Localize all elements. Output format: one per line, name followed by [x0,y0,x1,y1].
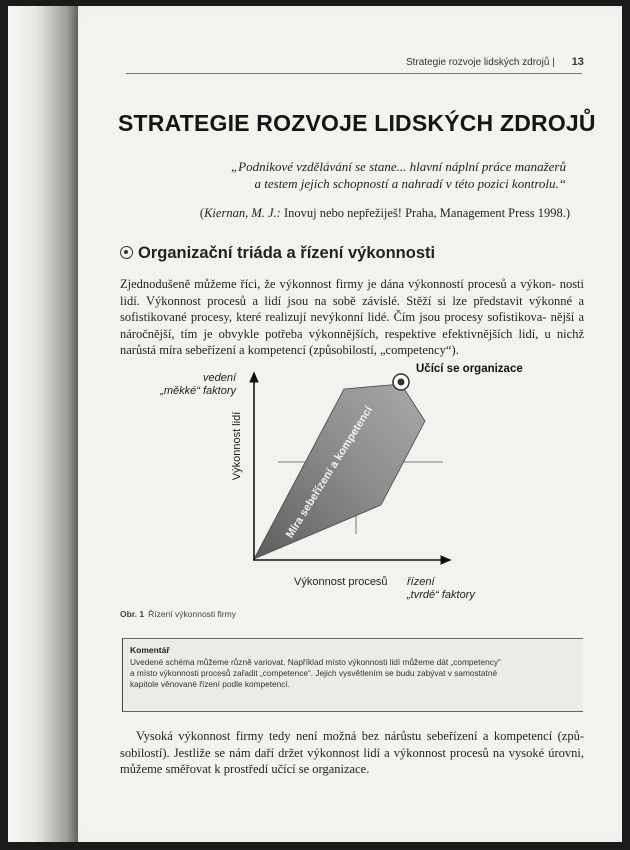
section-title-text: Organizační triáda a řízení výkonnosti [138,244,436,262]
performance-diagram [118,356,588,616]
target-label: Učící se organizace [416,363,523,375]
running-head [406,56,584,68]
chapter-title: STRATEGIE ROZVOJE LIDSKÝCH ZDROJŮ [118,110,596,136]
comment-line: a místo výkonnosti procesů zařadit „competence“. Jejich vysvětlením se budu zabývat v samostatné [130,668,498,678]
book-page [8,6,622,842]
header-rule [126,73,582,74]
citation-source: Inovuj nebo nepřežiješ! Praha, Management Press 1998. [283,206,566,220]
motto-line: „Podnikové vzdělávání se stane... hlavní náplní práce manažerů [230,159,566,174]
citation-open: ( [199,206,205,220]
target-bullet-icon [120,246,133,259]
comment-line: kapitole věnované řízení podle kompetencí. [130,679,291,689]
paragraph-line: Zjednodušeně můžeme říci, že výkonnost firmy je dána výkonností procesů a výkon- [120,277,556,291]
paragraph-line: Vysoká výkonnost firmy tedy není možná bez nárůstu sebeřízení a kompetencí (způ- [136,729,584,743]
comment-text [130,657,578,690]
x-axis-label: Výkonnost procesů [294,576,388,588]
paragraph-line: sobilostí). Jestliže se nám daří držet výkonnost lidí a výkonnost procesů na vysoké [120,745,545,760]
caption-number: Obr. 1 [120,609,145,619]
motto-citation [200,206,570,221]
book-spine-shadow [8,6,78,842]
comment-title: Komentář [130,645,170,655]
paragraph-line: nosti lidí. Výkonnost procesů a lidí jsou na sobě závislé. Stěží si lze představit výkonné [120,277,584,308]
citation-close: ) [565,206,570,220]
x-annotation-line2: „tvrdé“ faktory [407,589,475,601]
target-icon-center [398,379,405,386]
paragraph-intro [120,276,584,359]
motto-line: a testem jejich schopností a nahradí v této pozici kontrolu.“ [254,176,566,191]
running-title: Strategie rozvoje lidských zdrojů [406,57,550,68]
diagonal-label: Míra sebeřízení a kompetencí [283,404,376,541]
page-number: 13 [571,56,584,68]
comment-box [122,638,583,712]
paragraph-line: a sofistikované procesy, které realizují nevýkonní lidé. Čím jsou procesy sofistikova- [120,293,585,324]
y-axis-label: Výkonnost lidí [231,411,243,481]
y-annotation-line2: „měkké“ faktory [160,385,236,397]
y-annotation-line1: vedení [202,372,236,384]
motto-quote [146,158,566,192]
section-title [120,244,435,263]
caption-text: Řízení výkonnosti firmy [148,609,236,619]
running-separator: | [552,57,555,68]
x-annotation-line1: řízení [407,576,435,588]
paragraph-line: nější a náročnější, tím je obvykle potřeba výkonnějších, respektive efektivnějších lidí, [120,310,584,341]
paragraph-conclusion [120,728,584,778]
citation-author: Kiernan, M. J.: [204,206,281,220]
figure-caption [120,609,236,619]
paragraph-line: u nichž narůstá míra sebeřízení a kompetencí (způsobilostí, „competency“). [120,326,584,357]
paragraph-line: úrovni, můžeme směřovat k prostředí učící se organizace. [120,745,584,776]
comment-line: Uvedené schéma můžeme různě variovat. Například místo výkonnosti lidí můžeme dát „competency“ [130,657,501,667]
kite-shape [254,384,425,559]
